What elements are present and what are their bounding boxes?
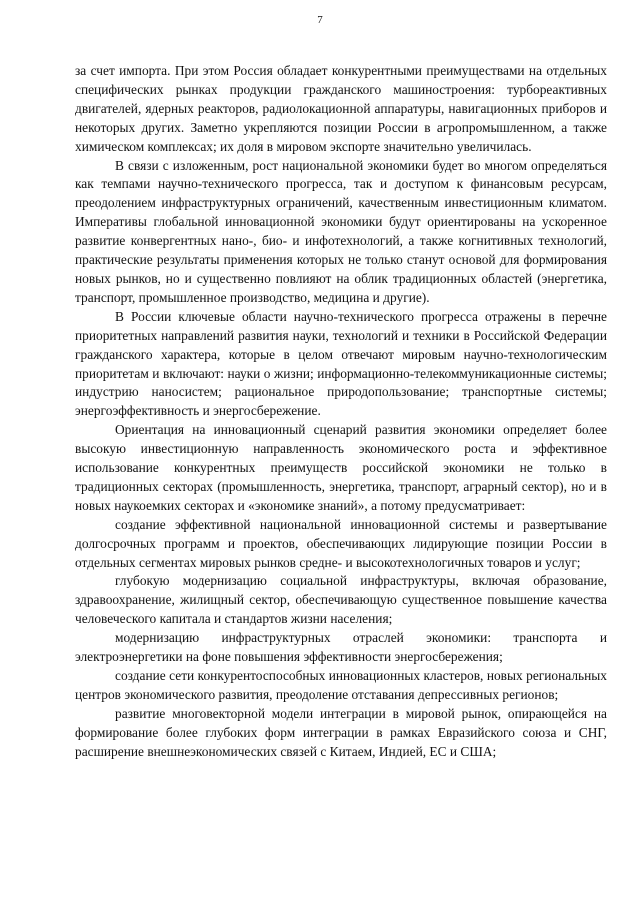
list-item: модернизацию инфраструктурных отраслей экономики: транспорта и электроэнергетики на фоне повышения эффективности энергосбережения; <box>75 630 607 665</box>
document-body <box>75 62 607 762</box>
list-item: развитие многовекторной модели интеграции в мировой рынок, опирающейся на формирование более глубоких форм интеграции в рамках Евразийского союза и СНГ, расширение внешнеэкономических связей с Китаем, Индией, ЕС и США; <box>75 705 607 759</box>
paragraph: В связи с изложенным, рост национальной экономики будет во многом определяться как темпами научно-технического прогресса, так и доступом к финансовым ресурсам, преодолением инфраструктурных ограничений, качественным инвестиционным климатом. Императивы глобальной инновационной экономики будут ориентированы на ускоренное развитие конвергентных нано-, био- и инфотехнологий, а также когнитивных технологий, практические результаты применения которых не только станут основой для формирования новых рынков, но и существенно повлияют на облик традиционных областей (энергетика, транспорт, промышленное производство, медицина и другие). <box>75 157 607 305</box>
page-number: 7 <box>317 14 323 26</box>
list-item: создание сети конкурентоспособных инновационных кластеров, новых региональных центров экономического развития, преодоление отставания депрессивных регионов; <box>75 668 607 702</box>
paragraph: Ориентация на инновационный сценарий развития экономики определяет более высокую инвестиционную направленность экономического роста и эффективное использование конкурентных преимуществ российской экономики не только в традиционных секторах (промышленность, энергетика, транспорт, аграрный сектор), но и в новых наукоемких секторах и «экономике знаний», а потому предусматривает: <box>75 422 607 513</box>
paragraph-continuation: за счет импорта. При этом Россия обладает конкурентными преимуществами на отдельных специфических рынках продукции гражданского машиностроения: турбореактивных двигателей, ядерных реакторов, радиолокационной аппаратуры, навигационных приборов и некоторых других. Заметно укрепляются позиции России в агропромышленном, а также химическом комплексах; их доля в мировом экспорте значительно увеличилась. <box>75 63 607 154</box>
paragraph: В России ключевые области научно-технического прогресса отражены в перечне приоритетных направлений развития науки, технологий и техники в Российской Федерации гражданского характера, которые в целом отвечают мировым научно-технологическим приоритетам и включают: науки о жизни; информационно-телекоммуникационные системы; индустрию наносистем; рациональное природопользование; транспортные системы; энергоэффективность и энергосбережение. <box>75 308 607 419</box>
list-item: глубокую модернизацию социальной инфраструктуры, включая образование, здравоохранение, жилищный сектор, обеспечивающую существенное повышение качества человеческого капитала и стандартов жизни населения; <box>75 573 607 627</box>
list-item: создание эффективной национальной инновационной системы и развертывание долгосрочных программ и проектов, обеспечивающих лидирующие позиции России в отдельных сегментах мировых рынков средне- и высокотехнологичных товаров и услуг; <box>75 516 607 570</box>
